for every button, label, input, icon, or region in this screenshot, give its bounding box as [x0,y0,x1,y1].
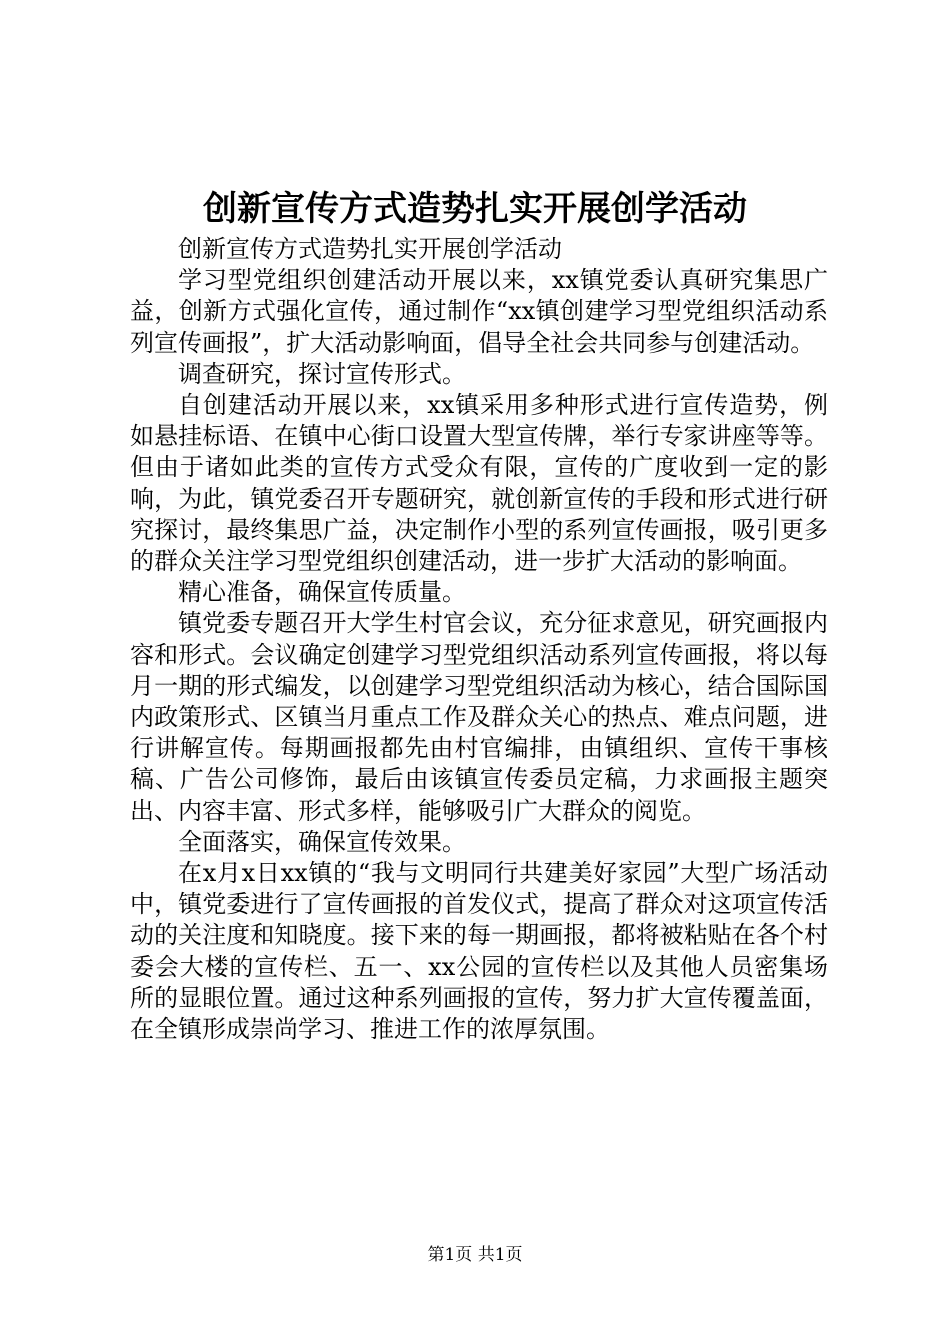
page-number-footer: 第1页 共1页 [427,1245,523,1265]
section-heading-implementation: 全面落实，确保宣传效果。 [178,827,466,856]
paragraph-preparation: 镇党委专题召开大学生村官会议，充分征求意见，研究画报内容和形式。会议确定创建学习型党组织活动系列宣传画报，将以每月一期的形式编发，以创建学习型党组织活动为核心，结合国际国内政策形式、区镇当月重点工作及群众关心的热点、难点问题，进行讲解宣传。每期画报都先由村官编排，由镇组织、宣传干事核稿、广告公司修饰，最后由该镇宣传委员定稿，力求画报主题突出、内容丰富、形式多样，能够吸引广大群众的阅览。 [130,609,828,825]
section-heading-preparation: 精心准备，确保宣传质量。 [178,578,466,607]
document-title: 创新宣传方式造势扎实开展创学活动 [203,189,747,229]
section-heading-research: 调查研究，探讨宣传形式。 [178,359,466,388]
paragraph-implementation: 在x月x日xx镇的“我与文明同行共建美好家园”大型广场活动中，镇党委进行了宣传画报的首发仪式，提高了群众对这项宣传活动的关注度和知晓度。接下来的每一期画报，都将被粘贴在各个村委会大楼的宣传栏、五一、xx公园的宣传栏以及其他人员密集场所的显眼位置。通过这种系列画报的宣传，努力扩大宣传覆盖面，在全镇形成崇尚学习、推进工作的浓厚氛围。 [130,859,828,1044]
document-body [130,234,828,1045]
paragraph-research: 自创建活动开展以来，xx镇采用多种形式进行宣传造势，例如悬挂标语、在镇中心街口设置大型宣传牌，举行专家讲座等等。但由于诸如此类的宣传方式受众有限，宣传的广度收到一定的影响，为此，镇党委召开专题研究，就创新宣传的手段和形式进行研究探讨，最终集思广益，决定制作小型的系列宣传画报，吸引更多的群众关注学习型党组织创建活动，进一步扩大活动的影响面。 [130,391,828,576]
paragraph-subtitle: 创新宣传方式造势扎实开展创学活动 [178,235,562,263]
paragraph-intro: 学习型党组织创建活动开展以来，xx镇党委认真研究集思广益，创新方式强化宣传，通过制作“xx镇创建学习型党组织活动系列宣传画报”，扩大活动影响面，倡导全社会共同参与创建活动。 [130,266,828,357]
